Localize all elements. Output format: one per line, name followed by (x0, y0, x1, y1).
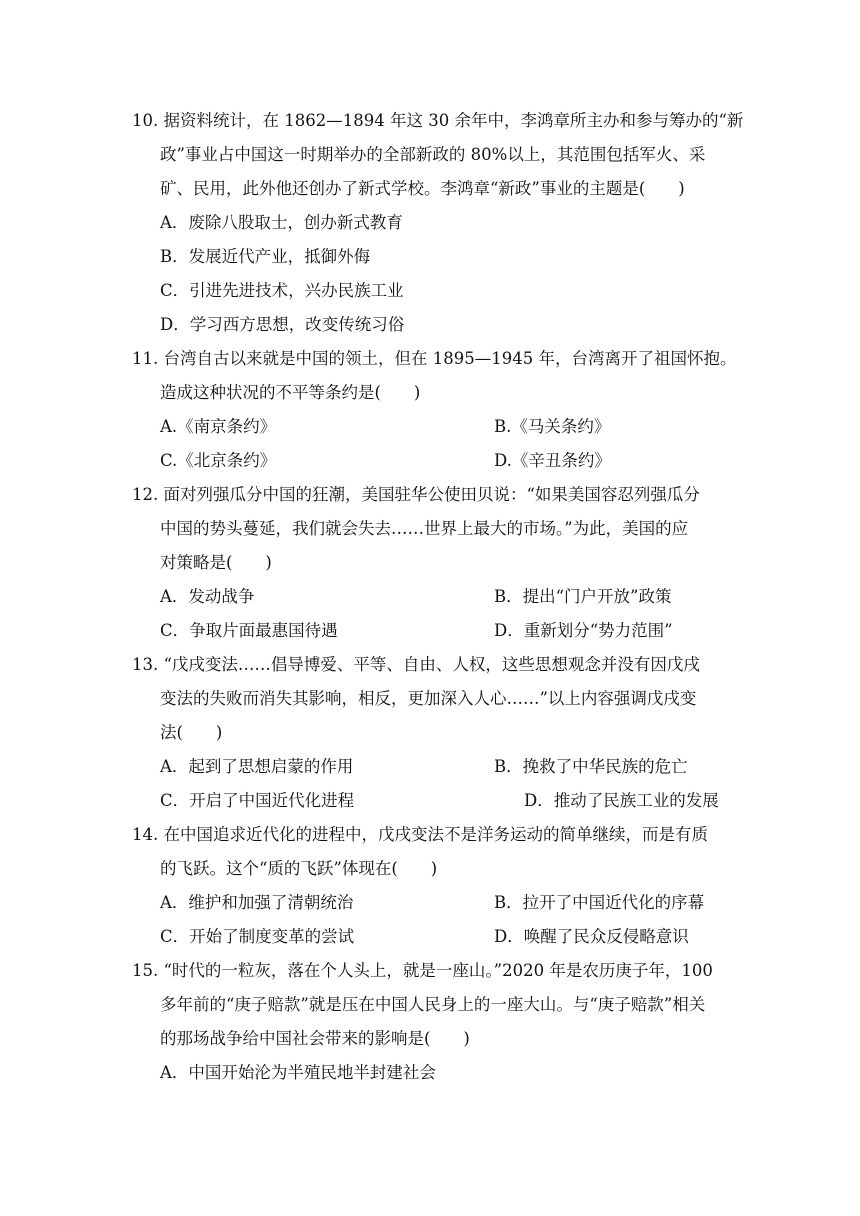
question-13-option-d: D．推动了民族工业的发展 (524, 791, 719, 810)
question-12-line-1: 12. 面对列强瓜分中国的狂潮，美国驻华公使田贝说：“如果美国容忍列强瓜分 (132, 485, 700, 504)
question-10-line-2: 政”事业占中国这一时期举办的全部新政的 80%以上，其范围包括军火、采 (160, 145, 706, 164)
question-13-option-c: C．开启了中国近代化进程 (160, 791, 355, 810)
question-15-line-1: 15. “时代的一粒灰，落在个人头上，就是一座山。”2020 年是农历庚子年，100 (132, 961, 713, 980)
question-11-option-d: D.《辛丑条约》 (494, 451, 611, 470)
question-12-option-b: B．提出“门户开放”政策 (494, 587, 672, 606)
question-13-option-a: A．起到了思想启蒙的作用 (160, 757, 354, 776)
question-10-option-a: A．废除八股取士，创办新式教育 (160, 213, 403, 232)
question-12-line-3: 对策略是( ) (160, 553, 272, 572)
question-14-line-1: 14. 在中国追求近代化的进程中，戊戌变法不是洋务运动的简单继续，而是有质 (132, 825, 708, 844)
question-11-line-1: 11. 台湾自古以来就是中国的领土，但在 1895—1945 年，台湾离开了祖国怀抱。 (132, 349, 737, 368)
question-10-line-1: 10. 据资料统计，在 1862—1894 年这 30 余年中，李鸿章所主办和参与筹办的“新 (132, 111, 744, 130)
question-12-option-a: A．发动战争 (160, 587, 255, 606)
question-12-line-2: 中国的势头蔓延，我们就会失去……世界上最大的市场。”为此，美国的应 (160, 519, 689, 538)
question-15-option-a: A．中国开始沦为半殖民地半封建社会 (160, 1063, 436, 1082)
question-14-line-2: 的飞跃。这个“质的飞跃”体现在( ) (160, 859, 438, 878)
question-13-line-1: 13. “戊戌变法……倡导博爱、平等、自由、人权，这些思想观念并没有因戊戌 (132, 655, 700, 674)
question-10-option-b: B．发展近代产业，抵御外侮 (160, 247, 371, 266)
question-14-option-a: A．维护和加强了清朝统治 (160, 893, 354, 912)
question-11-option-b: B.《马关条约》 (494, 417, 611, 436)
question-11-line-2: 造成这种状况的不平等条约是( ) (160, 383, 421, 402)
question-13-line-2: 变法的失败而消失其影响，相反，更加深入人心……”以上内容强调戊戌变 (160, 689, 697, 708)
question-14-option-d: D．唤醒了民众反侵略意识 (494, 927, 689, 946)
question-14-option-c: C．开始了制度变革的尝试 (160, 927, 355, 946)
question-10-option-c: C．引进先进技术，兴办民族工业 (160, 281, 404, 300)
question-13-option-b: B．挽救了中华民族的危亡 (494, 757, 688, 776)
question-11-option-a: A.《南京条约》 (160, 417, 277, 436)
question-13-line-3: 法( ) (160, 723, 223, 742)
question-10-line-3: 矿、民用，此外他还创办了新式学校。李鸿章“新政”事业的主题是( ) (160, 179, 685, 198)
question-12-option-d: D．重新划分“势力范围” (494, 621, 673, 640)
question-10-option-d: D．学习西方思想，改变传统习俗 (160, 315, 405, 334)
question-15-line-3: 的那场战争给中国社会带来的影响是( ) (160, 1029, 470, 1048)
question-15-line-2: 多年前的“庚子赔款”就是压在中国人民身上的一座大山。与“庚子赔款”相关 (160, 995, 706, 1014)
question-12-option-c: C．争取片面最惠国待遇 (160, 621, 338, 640)
question-11-option-c: C.《北京条约》 (160, 451, 277, 470)
question-14-option-b: B．拉开了中国近代化的序幕 (494, 893, 705, 912)
